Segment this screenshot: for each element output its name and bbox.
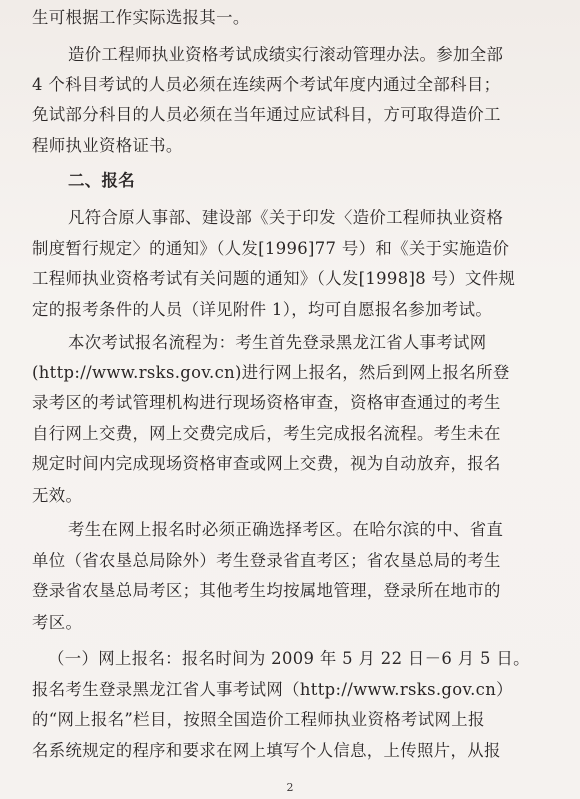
text-line-16: 无效。	[32, 486, 83, 505]
text-line-5: 程师执业资格证书。	[32, 136, 183, 155]
page-number: 2	[286, 781, 294, 794]
text-line-12: (http://www.rsks.gov.cn)进行网上报名，然后到网上报名所登	[32, 363, 510, 382]
text-line-17: 考生在网上报名时必须正确选择考区。在哈尔滨的中、省直	[68, 520, 504, 539]
text-line-23: 的“网上报名”栏目，按照全国造价工程师执业资格考试网上报	[32, 710, 485, 729]
text-line-1: 生可根据工作实际选报其一。	[32, 8, 250, 27]
text-line-13: 录考区的考试管理机构进行现场资格审查，资格审查通过的考生	[32, 393, 501, 412]
text-line-7: 凡符合原人事部、建设部《关于印发〈造价工程师执业资格	[68, 208, 504, 227]
section-heading: 二、报名	[68, 171, 135, 190]
text-line-24: 名系统规定的程序和要求在网上填写个人信息，上传照片，从报	[32, 741, 501, 760]
text-line-18: 单位（省农垦总局除外）考生登录省直考区；省农垦总局的考生	[32, 551, 501, 570]
text-line-14: 自行网上交费，网上交费完成后，考生完成报名流程。考生未在	[32, 424, 501, 443]
text-line-8: 制度暂行规定〉的通知》（人发[1996]77 号）和《关于实施造价	[32, 239, 510, 258]
text-line-3: 4 个科目考试的人员必须在连续两个考试年度内通过全部科目；	[32, 75, 501, 94]
text-line-4: 免试部分科目的人员必须在当年通过应试科目，方可取得造价工	[32, 105, 501, 124]
text-line-22: 报名考生登录黑龙江省人事考试网（http://www.rsks.gov.cn）	[32, 680, 513, 699]
text-line-15: 规定时间内完成现场资格审查或网上交费，视为自动放弃，报名	[32, 454, 501, 473]
text-line-19: 登录省农垦总局考区；其他考生均按属地管理，登录所在地市的	[32, 581, 501, 600]
text-line-10: 定的报考条件的人员（详见附件 1），均可自愿报名参加考试。	[32, 300, 493, 319]
text-line-11: 本次考试报名流程为：考生首先登录黑龙江省人事考试网	[68, 333, 487, 352]
text-line-2: 造价工程师执业资格考试成绩实行滚动管理办法。参加全部	[68, 45, 504, 64]
text-line-9: 工程师执业资格考试有关问题的通知》（人发[1998]8 号）文件规	[32, 269, 516, 288]
text-line-20: 考区。	[32, 613, 83, 632]
text-line-21: （一）网上报名：报名时间为 2009 年 5 月 22 日－6 月 5 日。	[48, 649, 530, 668]
